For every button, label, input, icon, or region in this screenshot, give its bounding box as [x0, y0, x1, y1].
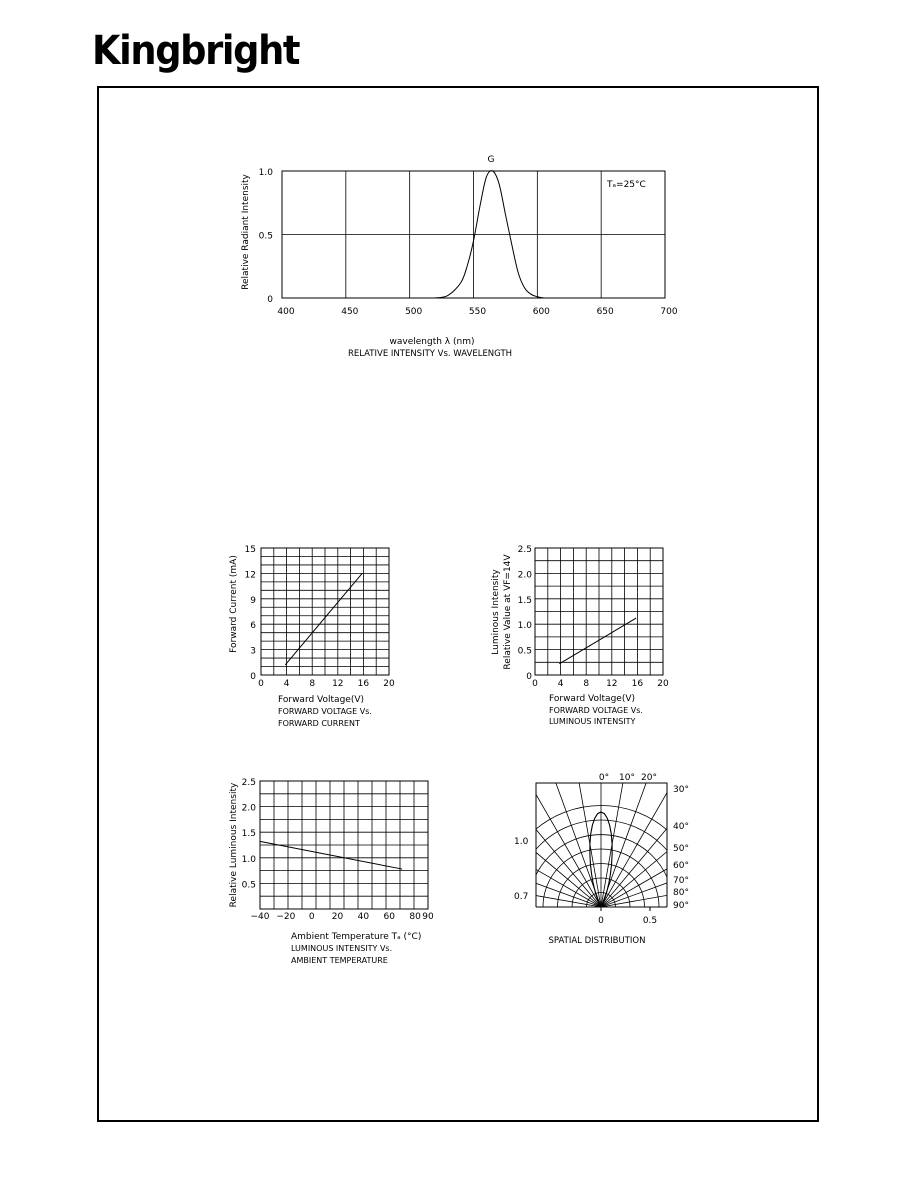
- angle-label-10: 10°: [619, 773, 635, 783]
- temp-xtick-label: 20: [331, 912, 344, 922]
- temp-ylabel: Relative Luminous Intensity: [229, 782, 239, 908]
- radial-label-1: 1.0: [514, 837, 529, 847]
- lv-ylabel-line2: Relative Value at VF=14V: [503, 554, 513, 670]
- angle-label-30: 30°: [673, 785, 689, 795]
- iv-xtick-label: 20: [383, 679, 395, 689]
- temp-ytick-label: 2.5: [241, 778, 256, 788]
- lv-xlabel: Forward Voltage(V): [549, 694, 635, 704]
- angle-label-60: 60°: [673, 861, 689, 871]
- angle-label-0: 0°: [598, 773, 610, 783]
- temp-xtick-label: 80: [409, 912, 421, 922]
- lv-ytick-label: 0.5: [517, 646, 532, 657]
- axis-label-05: 0.5: [642, 916, 658, 926]
- iv-xtick-label: 16: [357, 679, 370, 689]
- kingbright-logo: Kingbright: [92, 28, 300, 74]
- polar-frame: [536, 783, 667, 907]
- spectrum-xlabel: wavelength λ (nm): [389, 337, 475, 347]
- lv-title-line2: LUMINOUS INTENSITY: [549, 717, 636, 726]
- lv-xtick-label: 0: [532, 679, 538, 689]
- iv-ytick-label: 6: [250, 621, 256, 632]
- polar-grid: [401, 707, 801, 907]
- temp-xtick-label: −20: [276, 912, 296, 922]
- radial-label-07: 0.7: [514, 892, 529, 902]
- iv-xtick-label: 8: [309, 679, 316, 689]
- angle-label-70: 70°: [673, 876, 689, 886]
- temperature-annotation: Tₐ=25°C: [607, 180, 646, 190]
- iv-xtick-label: 0: [258, 679, 264, 689]
- lv-chart: [491, 545, 669, 726]
- lv-ytick-label: 1.0: [517, 621, 532, 632]
- spectrum-title: RELATIVE INTENSITY Vs. WAVELENGTH: [347, 349, 513, 359]
- temp-ytick-label: 2.0: [241, 803, 256, 814]
- iv-xlabel: Forward Voltage(V): [278, 695, 364, 705]
- spectrum-xtick-label: 600: [532, 307, 550, 317]
- temp-xtick-label: −40: [250, 912, 270, 922]
- temp-ytick-label: 1.0: [241, 854, 256, 865]
- iv-chart: [229, 545, 395, 728]
- lv-xtick-label: 20: [657, 679, 669, 689]
- iv-xtick-label: 12: [332, 679, 344, 689]
- lv-xtick-label: 8: [583, 679, 590, 689]
- temp-xtick-label: 60: [383, 912, 395, 922]
- lv-xtick-label: 12: [606, 679, 618, 689]
- temp-ytick-label: 0.5: [241, 880, 256, 891]
- lv-ytick-label: 2.0: [517, 570, 532, 581]
- polar-title: SPATIAL DISTRIBUTION: [548, 936, 646, 946]
- spectrum-ylabel: Relative Radiant Intensity: [241, 174, 251, 290]
- axis-label-0: 0: [598, 916, 604, 926]
- temp-xtick-label: 40: [357, 912, 370, 922]
- angle-label-80: 80°: [673, 888, 689, 898]
- spectrum-xtick-label: 500: [405, 307, 423, 317]
- spectrum-xtick-label: 550: [468, 307, 487, 317]
- spectrum-ytick-label: 0.5: [258, 231, 273, 242]
- spectrum-xtick-label: 700: [660, 307, 678, 317]
- lv-ytick-label: 0: [526, 672, 532, 682]
- temperature-curve: [260, 841, 402, 869]
- peak-label: G: [487, 155, 495, 165]
- temp-title-line2: AMBIENT TEMPERATURE: [291, 956, 388, 965]
- iv-xtick-label: 4: [283, 679, 290, 689]
- iv-ytick-label: 0: [250, 672, 256, 682]
- temp-xtick-label: 0: [308, 912, 315, 922]
- temp-xlabel: Ambient Temperature Tₐ (°C): [291, 932, 422, 942]
- lv-xtick-label: 4: [557, 679, 564, 689]
- temp-title-line1: LUMINOUS INTENSITY Vs.: [291, 944, 393, 953]
- spectrum-ytick-label: 1.0: [258, 168, 273, 178]
- angle-label-40: 40°: [673, 822, 689, 832]
- spectrum-xtick-label: 450: [341, 307, 359, 317]
- angle-label-90: 90°: [673, 901, 689, 911]
- temp-ytick-label: 1.5: [241, 829, 256, 840]
- iv-title-line2: FORWARD CURRENT: [278, 719, 360, 728]
- spectrum-xtick-label: 650: [596, 307, 614, 317]
- lv-xtick-label: 16: [631, 679, 644, 689]
- temperature-chart: [229, 778, 434, 965]
- spectrum-xtick-label: 400: [277, 307, 295, 317]
- iv-ylabel: Forward Current (mA): [229, 555, 239, 653]
- lv-ytick-label: 2.5: [517, 545, 532, 555]
- temp-xtick-label: 90: [422, 912, 434, 922]
- iv-ytick-label: 3: [250, 646, 256, 657]
- iv-title-line1: FORWARD VOLTAGE Vs.: [278, 707, 372, 716]
- iv-ytick-label: 15: [244, 545, 256, 555]
- spatial-distribution-chart: [401, 707, 801, 946]
- angle-label-20: 20°: [641, 773, 657, 783]
- iv-ytick-label: 9: [250, 595, 256, 606]
- lv-ylabel-line1: Luminous Intensity: [491, 569, 501, 655]
- iv-ytick-label: 12: [244, 570, 256, 581]
- spectrum-chart: [241, 155, 678, 359]
- angle-label-50: 50°: [673, 844, 689, 854]
- lv-title-line1: FORWARD VOLTAGE Vs.: [549, 706, 643, 715]
- spectrum-ytick-label: 0: [267, 295, 273, 305]
- lv-ytick-label: 1.5: [517, 595, 532, 606]
